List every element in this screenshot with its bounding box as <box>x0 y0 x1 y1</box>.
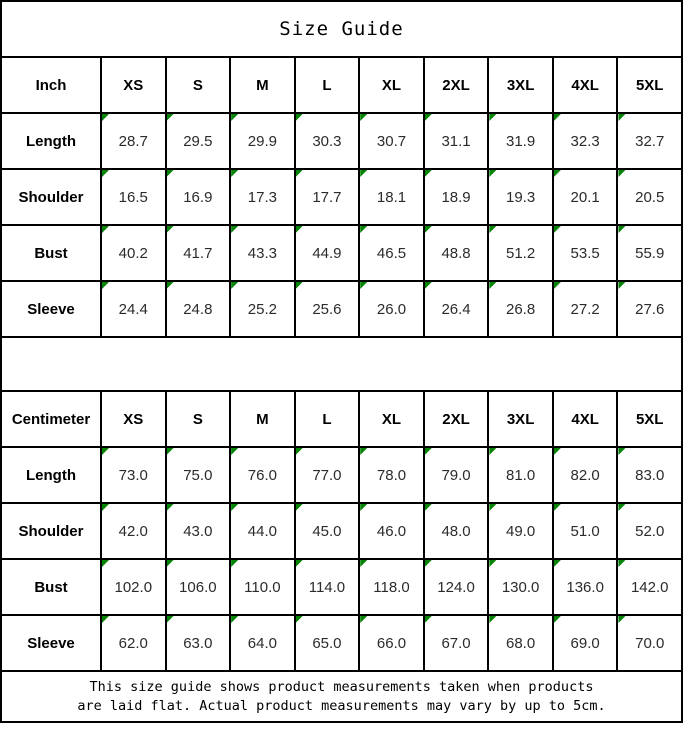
green-corner-triangle-icon <box>231 170 238 177</box>
measurement-value-cell: 70.0 <box>618 616 681 670</box>
green-corner-triangle-icon <box>360 170 367 177</box>
green-corner-triangle-icon <box>554 114 561 121</box>
size-header-cell: XS <box>102 392 165 446</box>
measurement-label-cell: Shoulder <box>2 170 100 224</box>
measurement-value-cell: 29.5 <box>167 114 230 168</box>
green-corner-triangle-icon <box>554 170 561 177</box>
green-corner-triangle-icon <box>231 114 238 121</box>
measurement-value-cell: 18.9 <box>425 170 488 224</box>
green-corner-triangle-icon <box>167 448 174 455</box>
measurement-value-cell: 43.0 <box>167 504 230 558</box>
measurement-value-cell: 76.0 <box>231 448 294 502</box>
green-corner-triangle-icon <box>489 170 496 177</box>
green-corner-triangle-icon <box>167 226 174 233</box>
green-corner-triangle-icon <box>554 282 561 289</box>
green-corner-triangle-icon <box>425 114 432 121</box>
measurement-value-cell: 65.0 <box>296 616 359 670</box>
measurement-value-cell: 75.0 <box>167 448 230 502</box>
measurement-value-cell: 81.0 <box>489 448 552 502</box>
measurement-label-cell: Bust <box>2 560 100 614</box>
green-corner-triangle-icon <box>618 448 625 455</box>
green-corner-triangle-icon <box>489 560 496 567</box>
green-corner-triangle-icon <box>167 114 174 121</box>
green-corner-triangle-icon <box>167 170 174 177</box>
tables-spacer <box>2 338 681 390</box>
footer-note <box>2 672 681 721</box>
green-corner-triangle-icon <box>102 170 109 177</box>
green-corner-triangle-icon <box>296 560 303 567</box>
measurement-value-cell: 51.2 <box>489 226 552 280</box>
measurement-value-cell: 49.0 <box>489 504 552 558</box>
size-header-cell: S <box>167 58 230 112</box>
green-corner-triangle-icon <box>102 448 109 455</box>
green-corner-triangle-icon <box>102 282 109 289</box>
measurement-value-cell: 31.1 <box>425 114 488 168</box>
green-corner-triangle-icon <box>360 616 367 623</box>
measurement-value-cell: 27.6 <box>618 282 681 336</box>
measurement-value-cell: 44.9 <box>296 226 359 280</box>
footer-note-line-2: are laid flat. Actual product measurements may vary by up to 5cm. <box>77 697 606 714</box>
measurement-value-cell: 45.0 <box>296 504 359 558</box>
measurement-value-cell: 40.2 <box>102 226 165 280</box>
measurement-value-cell: 63.0 <box>167 616 230 670</box>
green-corner-triangle-icon <box>425 226 432 233</box>
measurement-value-cell: 124.0 <box>425 560 488 614</box>
size-header-cell: M <box>231 58 294 112</box>
green-corner-triangle-icon <box>360 226 367 233</box>
measurement-value-cell: 77.0 <box>296 448 359 502</box>
measurement-value-cell: 18.1 <box>360 170 423 224</box>
size-header-cell: L <box>296 58 359 112</box>
measurement-value-cell: 19.3 <box>489 170 552 224</box>
measurement-value-cell: 83.0 <box>618 448 681 502</box>
green-corner-triangle-icon <box>489 616 496 623</box>
green-corner-triangle-icon <box>618 504 625 511</box>
measurement-value-cell: 51.0 <box>554 504 617 558</box>
measurement-value-cell: 142.0 <box>618 560 681 614</box>
measurement-value-cell: 64.0 <box>231 616 294 670</box>
green-corner-triangle-icon <box>554 448 561 455</box>
size-header-cell: 2XL <box>425 392 488 446</box>
measurement-value-cell: 78.0 <box>360 448 423 502</box>
unit-header-cell: Centimeter <box>2 392 100 446</box>
measurement-value-cell: 82.0 <box>554 448 617 502</box>
size-header-cell: 2XL <box>425 58 488 112</box>
green-corner-triangle-icon <box>554 226 561 233</box>
measurement-label-cell: Shoulder <box>2 504 100 558</box>
measurement-label-cell: Sleeve <box>2 282 100 336</box>
green-corner-triangle-icon <box>231 282 238 289</box>
measurement-label-cell: Length <box>2 114 100 168</box>
green-corner-triangle-icon <box>102 560 109 567</box>
green-corner-triangle-icon <box>425 170 432 177</box>
green-corner-triangle-icon <box>618 170 625 177</box>
measurement-value-cell: 55.9 <box>618 226 681 280</box>
green-corner-triangle-icon <box>167 504 174 511</box>
measurement-value-cell: 17.3 <box>231 170 294 224</box>
green-corner-triangle-icon <box>489 114 496 121</box>
green-corner-triangle-icon <box>618 282 625 289</box>
green-corner-triangle-icon <box>618 560 625 567</box>
measurement-label-cell: Length <box>2 448 100 502</box>
measurement-value-cell: 20.5 <box>618 170 681 224</box>
size-header-cell: 4XL <box>554 392 617 446</box>
green-corner-triangle-icon <box>296 114 303 121</box>
measurement-value-cell: 44.0 <box>231 504 294 558</box>
measurement-value-cell: 102.0 <box>102 560 165 614</box>
green-corner-triangle-icon <box>425 282 432 289</box>
green-corner-triangle-icon <box>231 504 238 511</box>
green-corner-triangle-icon <box>489 504 496 511</box>
green-corner-triangle-icon <box>425 560 432 567</box>
measurement-value-cell: 69.0 <box>554 616 617 670</box>
measurement-value-cell: 114.0 <box>296 560 359 614</box>
measurement-label-cell: Sleeve <box>2 616 100 670</box>
green-corner-triangle-icon <box>231 560 238 567</box>
green-corner-triangle-icon <box>360 448 367 455</box>
size-header-cell: M <box>231 392 294 446</box>
measurement-value-cell: 42.0 <box>102 504 165 558</box>
measurement-value-cell: 46.0 <box>360 504 423 558</box>
green-corner-triangle-icon <box>102 226 109 233</box>
measurement-value-cell: 32.7 <box>618 114 681 168</box>
green-corner-triangle-icon <box>360 560 367 567</box>
size-header-cell: XL <box>360 58 423 112</box>
unit-header-cell: Inch <box>2 58 100 112</box>
measurement-value-cell: 30.7 <box>360 114 423 168</box>
green-corner-triangle-icon <box>296 282 303 289</box>
measurement-value-cell: 118.0 <box>360 560 423 614</box>
measurement-value-cell: 43.3 <box>231 226 294 280</box>
green-corner-triangle-icon <box>296 226 303 233</box>
measurement-value-cell: 28.7 <box>102 114 165 168</box>
size-header-cell: 4XL <box>554 58 617 112</box>
measurement-value-cell: 20.1 <box>554 170 617 224</box>
green-corner-triangle-icon <box>102 504 109 511</box>
measurement-value-cell: 16.9 <box>167 170 230 224</box>
green-corner-triangle-icon <box>102 114 109 121</box>
green-corner-triangle-icon <box>296 504 303 511</box>
measurement-value-cell: 62.0 <box>102 616 165 670</box>
measurement-value-cell: 48.0 <box>425 504 488 558</box>
measurement-value-cell: 79.0 <box>425 448 488 502</box>
measurement-label-cell: Bust <box>2 226 100 280</box>
green-corner-triangle-icon <box>425 448 432 455</box>
measurement-value-cell: 27.2 <box>554 282 617 336</box>
measurement-value-cell: 52.0 <box>618 504 681 558</box>
green-corner-triangle-icon <box>360 114 367 121</box>
green-corner-triangle-icon <box>425 616 432 623</box>
green-corner-triangle-icon <box>489 448 496 455</box>
size-header-cell: L <box>296 392 359 446</box>
measurement-value-cell: 25.2 <box>231 282 294 336</box>
measurement-value-cell: 16.5 <box>102 170 165 224</box>
measurement-value-cell: 66.0 <box>360 616 423 670</box>
measurement-value-cell: 24.8 <box>167 282 230 336</box>
measurement-value-cell: 67.0 <box>425 616 488 670</box>
green-corner-triangle-icon <box>425 504 432 511</box>
size-header-cell: S <box>167 392 230 446</box>
page-title: Size Guide <box>2 2 681 56</box>
footer-note-line-1: This size guide shows product measurements taken when products <box>89 678 594 695</box>
green-corner-triangle-icon <box>102 616 109 623</box>
green-corner-triangle-icon <box>167 560 174 567</box>
size-header-cell: 5XL <box>618 58 681 112</box>
green-corner-triangle-icon <box>360 504 367 511</box>
measurement-value-cell: 31.9 <box>489 114 552 168</box>
green-corner-triangle-icon <box>231 616 238 623</box>
green-corner-triangle-icon <box>489 226 496 233</box>
measurement-value-cell: 29.9 <box>231 114 294 168</box>
measurement-value-cell: 30.3 <box>296 114 359 168</box>
size-header-cell: XL <box>360 392 423 446</box>
green-corner-triangle-icon <box>618 226 625 233</box>
measurement-value-cell: 24.4 <box>102 282 165 336</box>
measurement-value-cell: 73.0 <box>102 448 165 502</box>
measurement-value-cell: 68.0 <box>489 616 552 670</box>
green-corner-triangle-icon <box>167 616 174 623</box>
measurement-value-cell: 48.8 <box>425 226 488 280</box>
measurement-value-cell: 106.0 <box>167 560 230 614</box>
green-corner-triangle-icon <box>554 616 561 623</box>
green-corner-triangle-icon <box>296 448 303 455</box>
green-corner-triangle-icon <box>231 448 238 455</box>
measurement-value-cell: 53.5 <box>554 226 617 280</box>
green-corner-triangle-icon <box>167 282 174 289</box>
measurement-value-cell: 46.5 <box>360 226 423 280</box>
green-corner-triangle-icon <box>360 282 367 289</box>
measurement-value-cell: 26.4 <box>425 282 488 336</box>
green-corner-triangle-icon <box>618 616 625 623</box>
green-corner-triangle-icon <box>489 282 496 289</box>
size-header-cell: 3XL <box>489 58 552 112</box>
measurement-value-cell: 17.7 <box>296 170 359 224</box>
measurement-value-cell: 25.6 <box>296 282 359 336</box>
measurement-value-cell: 32.3 <box>554 114 617 168</box>
size-header-cell: 3XL <box>489 392 552 446</box>
size-header-cell: XS <box>102 58 165 112</box>
measurement-value-cell: 41.7 <box>167 226 230 280</box>
measurement-value-cell: 26.8 <box>489 282 552 336</box>
size-header-cell: 5XL <box>618 392 681 446</box>
green-corner-triangle-icon <box>231 226 238 233</box>
measurement-value-cell: 130.0 <box>489 560 552 614</box>
measurement-value-cell: 136.0 <box>554 560 617 614</box>
green-corner-triangle-icon <box>618 114 625 121</box>
green-corner-triangle-icon <box>554 504 561 511</box>
green-corner-triangle-icon <box>296 170 303 177</box>
green-corner-triangle-icon <box>554 560 561 567</box>
green-corner-triangle-icon <box>296 616 303 623</box>
measurement-value-cell: 26.0 <box>360 282 423 336</box>
measurement-value-cell: 110.0 <box>231 560 294 614</box>
